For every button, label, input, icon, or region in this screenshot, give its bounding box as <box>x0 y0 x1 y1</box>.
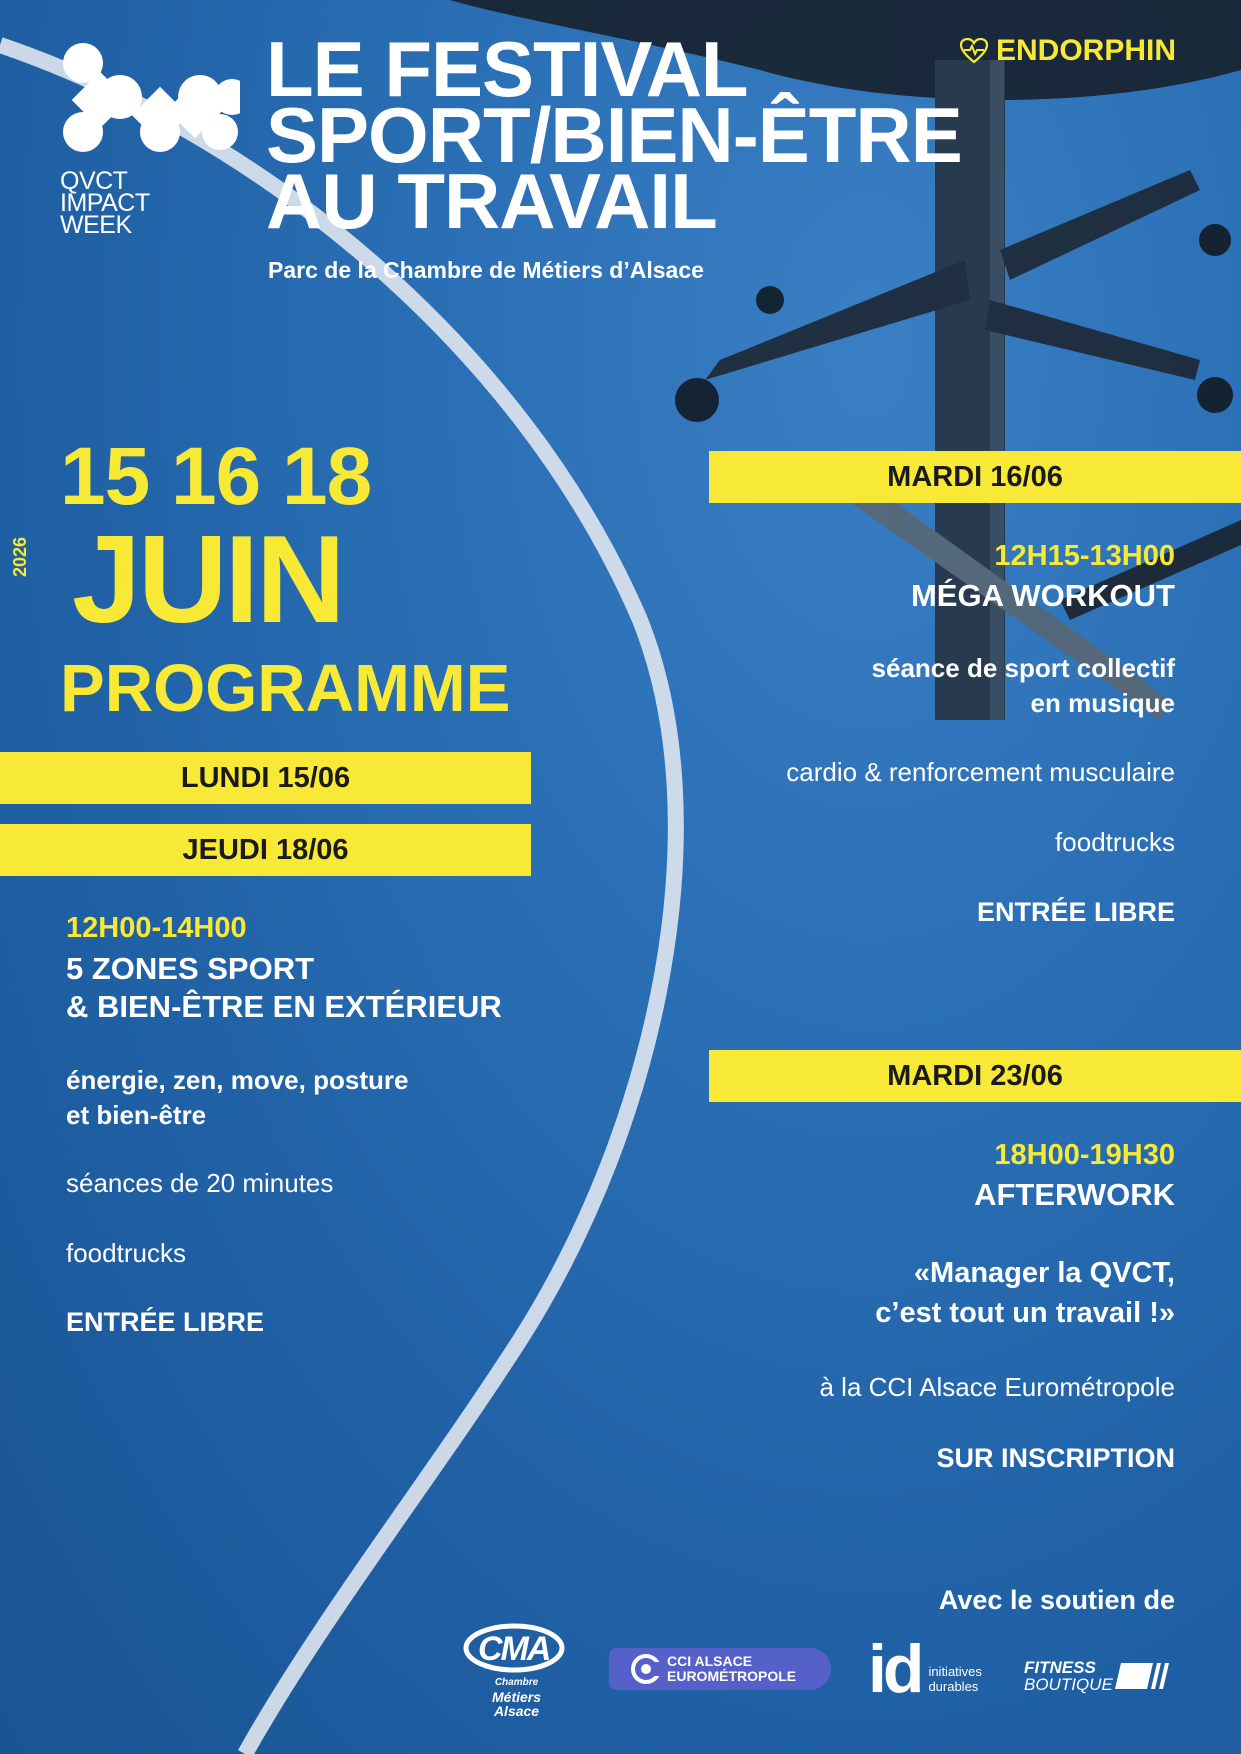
right2-title: AFTERWORK <box>974 1177 1175 1212</box>
left-desc-line-1: énergie, zen, move, posture <box>66 1065 409 1095</box>
right2-place: à la CCI Alsace Eurométropole <box>819 1372 1175 1402</box>
cma-mark: CMA <box>478 1630 550 1668</box>
right1-desc-line-1: séance de sport collectif <box>871 653 1175 683</box>
cci-text <box>667 1654 796 1684</box>
fitness-text <box>1024 1659 1113 1693</box>
left-sessions: séances de 20 minutes <box>66 1168 334 1198</box>
left-title-line-1: 5 ZONES SPORT <box>66 951 315 986</box>
logo-line-3: WEEK <box>60 211 132 239</box>
band-mardi-23: MARDI 23/06 <box>709 1050 1241 1102</box>
right1-time: 12H15-13H00 <box>994 540 1175 572</box>
title-line-2: SPORT/BIEN-ÊTRE <box>266 91 962 179</box>
right1-title: MÉGA WORKOUT <box>910 578 1175 613</box>
band-jeudi: JEUDI 18/06 <box>0 824 531 876</box>
right1-desc <box>872 651 1175 721</box>
right2-quote-line-1: «Manager la QVCT, <box>913 1257 1175 1289</box>
event-days: 15 16 18 <box>60 431 372 522</box>
page-title <box>266 25 962 245</box>
cma-text <box>492 1676 541 1718</box>
qvct-logo-mark <box>60 40 240 155</box>
cci-logo <box>609 1648 831 1690</box>
right2-quote <box>875 1253 1175 1333</box>
logo-line-2: IMPACT <box>60 189 150 217</box>
endorphin-label: ENDORPHIN <box>996 34 1177 67</box>
title-line-1: LE FESTIVAL <box>266 25 748 113</box>
sponsors-label: Avec le soutien de <box>938 1585 1175 1615</box>
id-text <box>928 1664 981 1694</box>
left-desc <box>66 1063 408 1133</box>
event-year-text: 2026 <box>10 537 30 578</box>
id-mark: id <box>868 1631 921 1707</box>
subtitle: Parc de la Chambre de Métiers d’Alsace <box>268 257 704 283</box>
cci-logo-mark <box>629 1652 663 1686</box>
cma-line-1: Chambre <box>494 1677 539 1688</box>
right1-food: foodtrucks <box>1055 827 1175 857</box>
event-month: JUIN <box>72 511 343 649</box>
title-line-3: AU TRAVAIL <box>266 157 717 245</box>
right2-entry: SUR INSCRIPTION <box>936 1443 1175 1473</box>
right1-cardio: cardio & renforcement musculaire <box>786 757 1175 787</box>
qvct-logo <box>60 40 240 240</box>
cma-logo <box>462 1620 572 1725</box>
band-mardi-16: MARDI 16/06 <box>709 451 1241 503</box>
cci-line-1: CCI ALSACE <box>667 1653 753 1669</box>
fitness-line-2: BOUTIQUE <box>1024 1675 1113 1694</box>
left-desc-line-2: et bien-être <box>66 1100 207 1130</box>
left-entry: ENTRÉE LIBRE <box>66 1307 265 1337</box>
left-time: 12H00-14H00 <box>66 912 247 944</box>
cci-line-2: EUROMÉTROPOLE <box>667 1668 797 1684</box>
heart-pulse-icon <box>960 38 988 64</box>
right2-quote-line-2: c’est tout un travail !» <box>875 1297 1175 1329</box>
right1-entry: ENTRÉE LIBRE <box>976 897 1175 927</box>
programme-heading: PROGRAMME <box>60 651 511 726</box>
left-food: foodtrucks <box>66 1238 186 1268</box>
endorphin-logo <box>960 34 1176 68</box>
fitness-line-1: FITNESS <box>1024 1658 1096 1677</box>
logo-line-1: QVCT <box>60 167 128 195</box>
cma-line-2: Métiers <box>492 1689 542 1705</box>
id-line-2: durables <box>928 1679 979 1694</box>
right1-desc-line-2: en musique <box>1030 688 1175 718</box>
fitness-bars-icon <box>1115 1661 1171 1691</box>
left-title <box>66 950 502 1026</box>
fitness-boutique-logo <box>1024 1655 1176 1697</box>
id-line-1: initiatives <box>928 1664 982 1679</box>
band-lundi: LUNDI 15/06 <box>0 752 531 804</box>
cma-line-3: Alsace <box>493 1703 540 1719</box>
left-title-line-2: & BIEN-ÊTRE EN EXTÉRIEUR <box>66 989 502 1024</box>
right2-time: 18H00-19H30 <box>994 1139 1175 1171</box>
id-logo <box>868 1630 1008 1707</box>
